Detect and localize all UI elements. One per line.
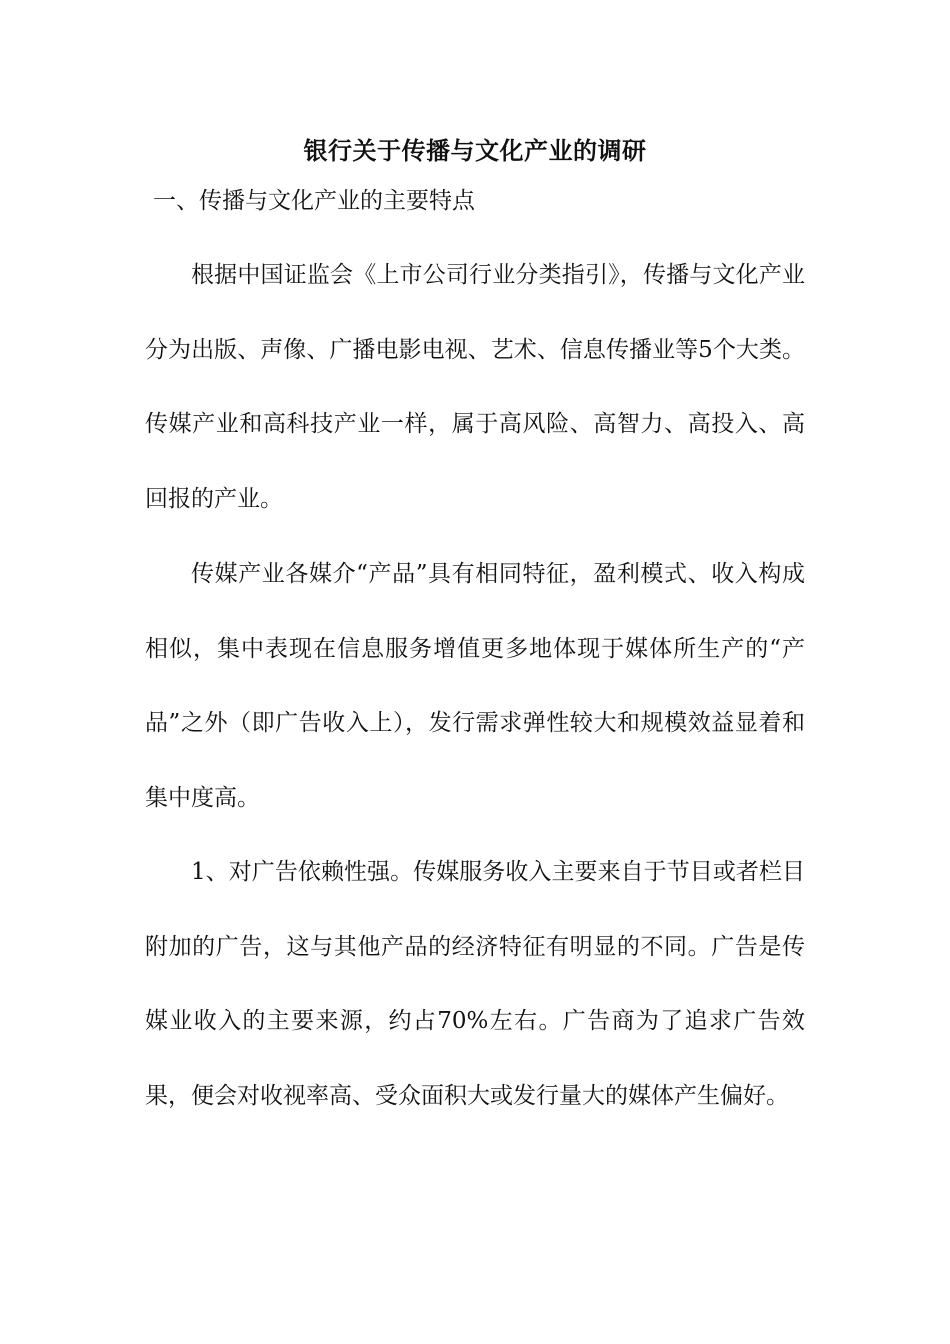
paragraph-media-product-features: 传媒产业各媒介“产品”具有相同特征，盈利模式、收入构成相似，集中表现在信息服务增值更多地体现于媒体所生产的“产品”之外（即广告收入上），发行需求弹性较大和规模效益显着和集中度高。 xyxy=(145,561,805,811)
paragraph-industry-classification: 根据中国证监会《上市公司行业分类指引》，传播与文化产业分为出版、声像、广播电影电视、艺术、信息传播业等5个大类。传媒产业和高科技产业一样，属于高风险、高智力、高投入、高回报的产业。 xyxy=(145,262,805,512)
section-heading: 一、传播与文化产业的主要特点 xyxy=(153,188,475,214)
paragraph-advertising-dependence: 1、对广告依赖性强。传媒服务收入主要来自于节目或者栏目附加的广告，这与其他产品的经济特征有明显的不同。广告是传媒业收入的主要来源，约占70%左右。广告商为了追求广告效果，便会对收视率高、受众面积大或发行量大的媒体产生偏好。 xyxy=(145,859,805,1109)
document-title: 银行关于传播与文化产业的调研 xyxy=(303,136,647,165)
